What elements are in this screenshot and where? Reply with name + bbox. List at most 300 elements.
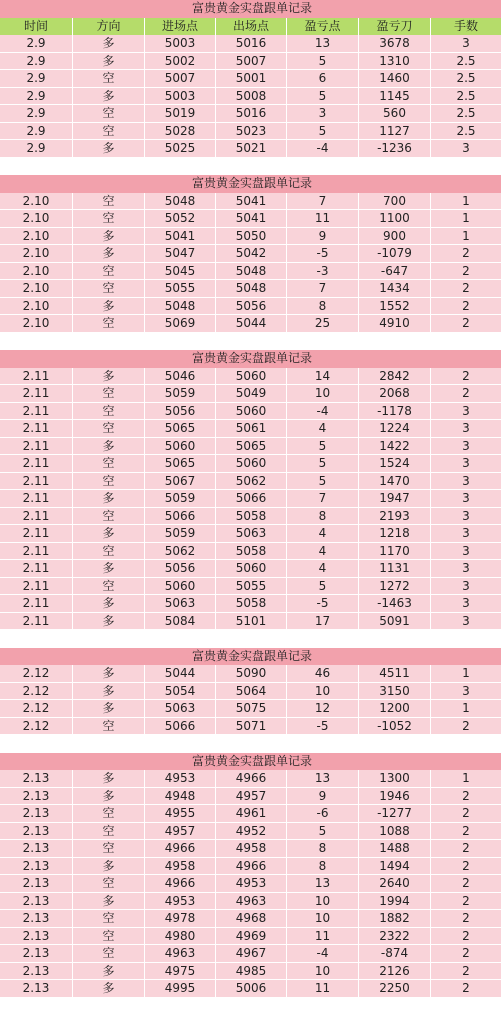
cell-lots: 3: [431, 613, 501, 631]
cell-time: 2.10: [0, 210, 73, 228]
cell-time: 2.11: [0, 368, 73, 386]
cell-direction: 空: [73, 105, 145, 123]
cell-amount: 1460: [359, 70, 431, 88]
cell-points: 10: [287, 893, 359, 911]
table-row: [0, 858, 501, 876]
section-title-row: [0, 175, 501, 193]
cell-points: 13: [287, 770, 359, 788]
cell-time: 2.11: [0, 473, 73, 491]
cell-entry: 5069: [145, 315, 216, 333]
cell-entry: 5007: [145, 70, 216, 88]
cell-time: 2.11: [0, 525, 73, 543]
table-row: [0, 298, 501, 316]
cell-entry: 5059: [145, 385, 216, 403]
cell-points: 4: [287, 525, 359, 543]
cell-exit: 5021: [216, 140, 287, 158]
title-blank-right: [359, 350, 501, 368]
cell-exit: 4985: [216, 963, 287, 981]
cell-exit: 4958: [216, 840, 287, 858]
cell-direction: 多: [73, 683, 145, 701]
table-row: [0, 928, 501, 946]
cell-direction: 空: [73, 928, 145, 946]
cell-entry: 5003: [145, 88, 216, 106]
cell-amount: 3150: [359, 683, 431, 701]
table-row: [0, 945, 501, 963]
cell-direction: 多: [73, 788, 145, 806]
cell-amount: 700: [359, 193, 431, 211]
cell-lots: 2: [431, 788, 501, 806]
cell-time: 2.13: [0, 875, 73, 893]
cell-points: 10: [287, 910, 359, 928]
cell-amount: 2126: [359, 963, 431, 981]
cell-exit: 5048: [216, 280, 287, 298]
table-row: [0, 280, 501, 298]
cell-direction: 多: [73, 963, 145, 981]
cell-time: 2.11: [0, 578, 73, 596]
section-title: 富贵黄金实盘跟单记录: [191, 648, 312, 663]
table-row: [0, 228, 501, 246]
column-header: 手数: [453, 18, 478, 33]
cell-time: 2.9: [0, 123, 73, 141]
cell-time: 2.12: [0, 718, 73, 736]
cell-points: 10: [287, 963, 359, 981]
cell-entry: 4953: [145, 893, 216, 911]
cell-direction: 空: [73, 840, 145, 858]
cell-points: 5: [287, 88, 359, 106]
cell-points: 7: [287, 490, 359, 508]
cell-amount: 1200: [359, 700, 431, 718]
cell-lots: 2: [431, 858, 501, 876]
cell-exit: 5042: [216, 245, 287, 263]
cell-points: 46: [287, 665, 359, 683]
cell-lots: 3: [431, 508, 501, 526]
cell-direction: 空: [73, 210, 145, 228]
cell-points: 8: [287, 858, 359, 876]
cell-time: 2.13: [0, 788, 73, 806]
table-row: [0, 665, 501, 683]
cell-exit: 4969: [216, 928, 287, 946]
cell-lots: 2: [431, 245, 501, 263]
cell-time: 2.13: [0, 910, 73, 928]
cell-entry: 5019: [145, 105, 216, 123]
cell-amount: 1994: [359, 893, 431, 911]
cell-direction: 空: [73, 455, 145, 473]
cell-points: 6: [287, 70, 359, 88]
table-row: [0, 805, 501, 823]
table-row: [0, 980, 501, 998]
cell-lots: 2: [431, 910, 501, 928]
cell-exit: 5001: [216, 70, 287, 88]
cell-amount: 1310: [359, 53, 431, 71]
cell-entry: 5066: [145, 508, 216, 526]
cell-lots: 3: [431, 420, 501, 438]
cell-amount: -647: [359, 263, 431, 281]
cell-lots: 2: [431, 945, 501, 963]
cell-lots: 1: [431, 210, 501, 228]
cell-points: 5: [287, 123, 359, 141]
cell-time: 2.13: [0, 840, 73, 858]
section-gap: [0, 735, 501, 753]
cell-points: 7: [287, 193, 359, 211]
record-section: [0, 175, 501, 333]
cell-direction: 空: [73, 280, 145, 298]
column-header: 进场点: [145, 18, 216, 36]
cell-lots: 2: [431, 875, 501, 893]
cell-amount: 4910: [359, 315, 431, 333]
cell-points: 14: [287, 368, 359, 386]
cell-exit: 5016: [216, 105, 287, 123]
cell-direction: 多: [73, 298, 145, 316]
cell-direction: 空: [73, 123, 145, 141]
cell-points: 3: [287, 105, 359, 123]
table-row: [0, 193, 501, 211]
cell-lots: 3: [431, 595, 501, 613]
table-row: [0, 53, 501, 71]
cell-points: -6: [287, 805, 359, 823]
cell-direction: 空: [73, 315, 145, 333]
cell-exit: 5058: [216, 595, 287, 613]
title-blank-left: [0, 648, 145, 666]
cell-lots: 1: [431, 665, 501, 683]
cell-lots: 2.5: [431, 53, 501, 71]
cell-points: 7: [287, 280, 359, 298]
cell-lots: 1: [431, 228, 501, 246]
cell-direction: 多: [73, 35, 145, 53]
cell-exit: 4966: [216, 858, 287, 876]
column-header: 盈亏点: [287, 18, 359, 36]
cell-amount: 2640: [359, 875, 431, 893]
cell-lots: 2: [431, 980, 501, 998]
cell-exit: 5061: [216, 420, 287, 438]
table-row: [0, 105, 501, 123]
cell-amount: 1488: [359, 840, 431, 858]
table-row: [0, 578, 501, 596]
cell-points: 9: [287, 228, 359, 246]
cell-points: 5: [287, 438, 359, 456]
record-section: [0, 648, 501, 736]
cell-exit: 4957: [216, 788, 287, 806]
cell-time: 2.9: [0, 88, 73, 106]
cell-points: -4: [287, 403, 359, 421]
title-blank-right: [359, 0, 501, 18]
cell-points: 5: [287, 578, 359, 596]
cell-time: 2.13: [0, 805, 73, 823]
table-row: [0, 35, 501, 53]
cell-amount: -1277: [359, 805, 431, 823]
cell-exit: 4967: [216, 945, 287, 963]
cell-points: 5: [287, 473, 359, 491]
cell-entry: 5055: [145, 280, 216, 298]
cell-exit: 4966: [216, 770, 287, 788]
cell-entry: 4966: [145, 840, 216, 858]
cell-exit: 5066: [216, 490, 287, 508]
cell-exit: 5050: [216, 228, 287, 246]
cell-amount: 1470: [359, 473, 431, 491]
cell-exit: 5041: [216, 210, 287, 228]
section-title: 富贵黄金实盘跟单记录: [191, 1, 312, 15]
table-row: [0, 70, 501, 88]
cell-amount: 1422: [359, 438, 431, 456]
cell-direction: 空: [73, 578, 145, 596]
cell-entry: 5060: [145, 438, 216, 456]
cell-lots: 2.5: [431, 88, 501, 106]
cell-time: 2.10: [0, 193, 73, 211]
cell-exit: 5060: [216, 560, 287, 578]
cell-time: 2.13: [0, 928, 73, 946]
table-row: [0, 718, 501, 736]
cell-time: 2.9: [0, 140, 73, 158]
cell-time: 2.10: [0, 298, 73, 316]
table-row: [0, 88, 501, 106]
cell-amount: 1170: [359, 543, 431, 561]
table-row: [0, 368, 501, 386]
cell-entry: 5084: [145, 613, 216, 631]
cell-entry: 5048: [145, 193, 216, 211]
section-title-row: [0, 648, 501, 666]
cell-entry: 5063: [145, 700, 216, 718]
cell-points: 13: [287, 35, 359, 53]
cell-entry: 4980: [145, 928, 216, 946]
cell-exit: 5058: [216, 543, 287, 561]
cell-time: 2.11: [0, 403, 73, 421]
cell-exit: 5008: [216, 88, 287, 106]
table-row: [0, 595, 501, 613]
cell-exit: 5044: [216, 315, 287, 333]
cell-lots: 3: [431, 683, 501, 701]
cell-points: -4: [287, 945, 359, 963]
cell-direction: 多: [73, 88, 145, 106]
cell-entry: 4957: [145, 823, 216, 841]
cell-entry: 5054: [145, 683, 216, 701]
section-gap: [0, 158, 501, 176]
cell-direction: 多: [73, 438, 145, 456]
cell-lots: 3: [431, 525, 501, 543]
cell-direction: 空: [73, 193, 145, 211]
table-row: [0, 840, 501, 858]
cell-points: 4: [287, 420, 359, 438]
cell-time: 2.13: [0, 823, 73, 841]
cell-amount: 5091: [359, 613, 431, 631]
cell-amount: 1882: [359, 910, 431, 928]
cell-amount: -1236: [359, 140, 431, 158]
cell-lots: 1: [431, 770, 501, 788]
cell-time: 2.11: [0, 438, 73, 456]
cell-lots: 3: [431, 543, 501, 561]
cell-lots: 2.5: [431, 123, 501, 141]
cell-lots: 2: [431, 805, 501, 823]
cell-time: 2.11: [0, 595, 73, 613]
cell-entry: 5059: [145, 490, 216, 508]
cell-entry: 5056: [145, 403, 216, 421]
cell-direction: 空: [73, 403, 145, 421]
cell-entry: 5041: [145, 228, 216, 246]
cell-points: 25: [287, 315, 359, 333]
cell-amount: 1131: [359, 560, 431, 578]
cell-points: 13: [287, 875, 359, 893]
table-row: [0, 823, 501, 841]
cell-amount: 1947: [359, 490, 431, 508]
cell-time: 2.13: [0, 945, 73, 963]
table-row: [0, 613, 501, 631]
cell-amount: 1300: [359, 770, 431, 788]
cell-exit: 5060: [216, 455, 287, 473]
column-header: 出场点: [216, 18, 287, 36]
cell-direction: 多: [73, 368, 145, 386]
cell-entry: 5045: [145, 263, 216, 281]
table-row: [0, 893, 501, 911]
cell-direction: 空: [73, 70, 145, 88]
cell-points: 10: [287, 683, 359, 701]
cell-exit: 5055: [216, 578, 287, 596]
cell-time: 2.9: [0, 70, 73, 88]
cell-direction: 空: [73, 508, 145, 526]
cell-exit: 5041: [216, 193, 287, 211]
cell-lots: 3: [431, 473, 501, 491]
cell-points: -5: [287, 718, 359, 736]
cell-lots: 2: [431, 280, 501, 298]
cell-entry: 4966: [145, 875, 216, 893]
table-row: [0, 490, 501, 508]
cell-exit: 5049: [216, 385, 287, 403]
cell-amount: 1127: [359, 123, 431, 141]
cell-exit: 5056: [216, 298, 287, 316]
title-blank-right: [359, 175, 501, 193]
cell-direction: 空: [73, 543, 145, 561]
cell-time: 2.13: [0, 893, 73, 911]
cell-time: 2.11: [0, 508, 73, 526]
cell-entry: 5065: [145, 420, 216, 438]
cell-exit: 5060: [216, 403, 287, 421]
cell-exit: 5058: [216, 508, 287, 526]
cell-lots: 2.5: [431, 70, 501, 88]
cell-lots: 3: [431, 560, 501, 578]
cell-entry: 5063: [145, 595, 216, 613]
cell-exit: 5062: [216, 473, 287, 491]
table-row: [0, 525, 501, 543]
cell-points: -5: [287, 595, 359, 613]
cell-points: 11: [287, 210, 359, 228]
cell-exit: 5007: [216, 53, 287, 71]
title-blank-left: [0, 175, 145, 193]
cell-amount: 1224: [359, 420, 431, 438]
cell-points: 8: [287, 298, 359, 316]
cell-points: 17: [287, 613, 359, 631]
cell-time: 2.10: [0, 228, 73, 246]
section-title-row: [0, 753, 501, 771]
cell-time: 2.11: [0, 455, 73, 473]
cell-amount: -1178: [359, 403, 431, 421]
cell-direction: 多: [73, 560, 145, 578]
cell-lots: 2: [431, 315, 501, 333]
cell-lots: 2: [431, 893, 501, 911]
cell-lots: 3: [431, 490, 501, 508]
record-section: [0, 753, 501, 998]
cell-amount: 2842: [359, 368, 431, 386]
record-section: [0, 350, 501, 630]
cell-amount: 1552: [359, 298, 431, 316]
table-row: [0, 385, 501, 403]
cell-points: 12: [287, 700, 359, 718]
cell-amount: -1079: [359, 245, 431, 263]
cell-points: -3: [287, 263, 359, 281]
cell-amount: 900: [359, 228, 431, 246]
cell-exit: 4953: [216, 875, 287, 893]
cell-entry: 5003: [145, 35, 216, 53]
cell-time: 2.10: [0, 315, 73, 333]
cell-points: 5: [287, 823, 359, 841]
cell-direction: 多: [73, 228, 145, 246]
cell-entry: 4953: [145, 770, 216, 788]
cell-exit: 5060: [216, 368, 287, 386]
cell-exit: 5048: [216, 263, 287, 281]
title-blank-left: [0, 350, 145, 368]
cell-lots: 2: [431, 718, 501, 736]
cell-direction: 多: [73, 53, 145, 71]
table-row: [0, 403, 501, 421]
cell-lots: 3: [431, 35, 501, 53]
title-blank-left: [0, 0, 145, 18]
table-row: [0, 420, 501, 438]
table-row: [0, 683, 501, 701]
cell-points: 11: [287, 980, 359, 998]
cell-exit: 5063: [216, 525, 287, 543]
cell-direction: 空: [73, 473, 145, 491]
table-row: [0, 473, 501, 491]
cell-time: 2.12: [0, 683, 73, 701]
cell-direction: 空: [73, 945, 145, 963]
cell-lots: 2.5: [431, 105, 501, 123]
cell-direction: 空: [73, 805, 145, 823]
section-title: 富贵黄金实盘跟单记录: [191, 351, 312, 365]
cell-exit: 5090: [216, 665, 287, 683]
table-row: [0, 963, 501, 981]
table-row: [0, 140, 501, 158]
cell-direction: 空: [73, 823, 145, 841]
cell-amount: -1463: [359, 595, 431, 613]
cell-amount: 1145: [359, 88, 431, 106]
cell-direction: 多: [73, 665, 145, 683]
cell-direction: 多: [73, 140, 145, 158]
cell-amount: 560: [359, 105, 431, 123]
cell-entry: 5028: [145, 123, 216, 141]
cell-direction: 多: [73, 980, 145, 998]
cell-direction: 多: [73, 613, 145, 631]
cell-time: 2.13: [0, 980, 73, 998]
cell-amount: 1434: [359, 280, 431, 298]
section-gap: [0, 630, 501, 648]
record-section: [0, 0, 501, 158]
cell-entry: 5052: [145, 210, 216, 228]
cell-direction: 空: [73, 875, 145, 893]
cell-entry: 4963: [145, 945, 216, 963]
cell-amount: 1494: [359, 858, 431, 876]
cell-amount: 1100: [359, 210, 431, 228]
cell-lots: 2: [431, 840, 501, 858]
cell-direction: 多: [73, 245, 145, 263]
cell-amount: -874: [359, 945, 431, 963]
cell-entry: 5062: [145, 543, 216, 561]
cell-entry: 4978: [145, 910, 216, 928]
cell-direction: 空: [73, 718, 145, 736]
cell-points: 4: [287, 560, 359, 578]
cell-entry: 5002: [145, 53, 216, 71]
table-row: [0, 560, 501, 578]
cell-amount: 1218: [359, 525, 431, 543]
cell-direction: 多: [73, 595, 145, 613]
cell-time: 2.11: [0, 543, 73, 561]
cell-direction: 多: [73, 770, 145, 788]
cell-lots: 2: [431, 963, 501, 981]
